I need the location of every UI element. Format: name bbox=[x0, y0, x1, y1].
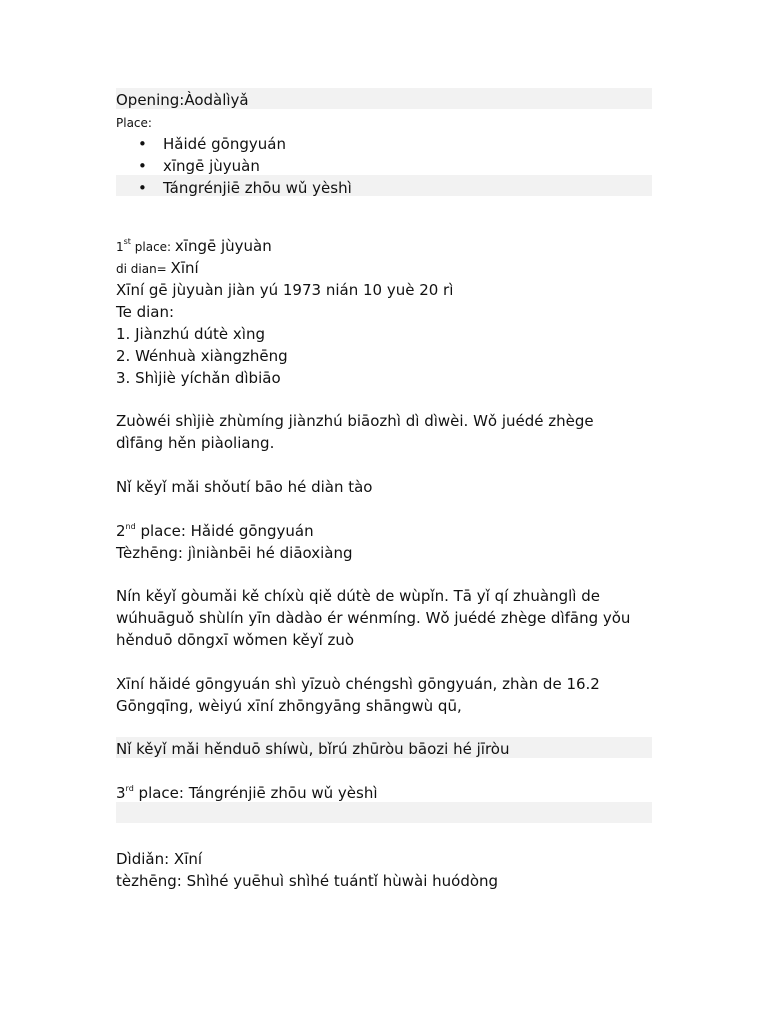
first-line-2: Te dian: bbox=[116, 303, 175, 321]
first-didian-value: Xīní bbox=[170, 259, 199, 277]
first-place-sup: st bbox=[123, 237, 131, 246]
first-didian-label: di dian= bbox=[116, 262, 171, 276]
second-tezheng: Tèzhēng: jìniànbēi hé diāoxiàng bbox=[116, 544, 353, 562]
first-line-4: 2. Wénhuà xiàngzhēng bbox=[116, 347, 288, 365]
third-tezheng: tèzhēng: Shìhé yuēhuì shìhé tuántǐ hùwài huódòng bbox=[116, 872, 499, 890]
second-para1-line1: Nín kěyǐ gòumǎi kě chíxù qiě dútè de wùpǐn. Tā yǐ qí zhuànglì de bbox=[116, 587, 600, 605]
place-item-1: Hǎidé gōngyuán bbox=[163, 135, 286, 153]
opening-value: Àodàlìyǎ bbox=[184, 91, 249, 109]
place-item-3: Tángrénjiē zhōu wǔ yèshì bbox=[163, 179, 352, 197]
second-para1-line3: hěnduō dōngxī wǒmen kěyǐ zuò bbox=[116, 631, 355, 649]
third-place-sup: rd bbox=[125, 784, 134, 793]
third-place-heading bbox=[116, 782, 378, 804]
place-label: Place: bbox=[116, 116, 152, 130]
first-place-heading bbox=[116, 235, 272, 258]
bullet-icon: • bbox=[138, 179, 147, 197]
second-place-num: 2 bbox=[116, 522, 126, 540]
place-item-2: xīngē jùyuàn bbox=[163, 157, 260, 175]
first-para1-line2: dìfāng hěn piàoliang. bbox=[116, 434, 275, 452]
second-place-sup: nd bbox=[125, 522, 136, 531]
second-place-heading bbox=[116, 520, 314, 542]
second-para2-line2: Gōngqīng, wèiyú xīní zhōngyāng shāngwù qū, bbox=[116, 697, 462, 715]
second-place-label: place: bbox=[135, 522, 191, 540]
opening-line bbox=[116, 89, 249, 111]
opening-label: Opening: bbox=[116, 91, 185, 109]
second-para2-line1: Xīní hǎidé gōngyuán shì yīzuò chéngshì gōngyuán, zhàn de 16.2 bbox=[116, 675, 600, 693]
first-place-num: 1 bbox=[116, 240, 124, 254]
third-place-num: 3 bbox=[116, 784, 126, 802]
third-place-name: Tángrénjiē zhōu wǔ yèshì bbox=[188, 784, 378, 802]
first-line-1: Xīní gē jùyuàn jiàn yú 1973 nián 10 yuè 20 rì bbox=[116, 281, 454, 299]
first-place-name: xīngē jùyuàn bbox=[174, 237, 272, 255]
second-para1-line2: wúhuāguǒ shùlín yīn dàdào ér wénmíng. Wǒ juédé zhège dìfāng yǒu bbox=[116, 609, 631, 627]
first-line-3: 1. Jiànzhú dútè xìng bbox=[116, 325, 266, 343]
first-para1-line1: Zuòwéi shìjiè zhùmíng jiànzhú biāozhì dì dìwèi. Wǒ juédé zhège bbox=[116, 412, 594, 430]
first-place-didian bbox=[116, 257, 199, 280]
bullet-icon: • bbox=[138, 135, 147, 153]
third-place-label: place: bbox=[133, 784, 189, 802]
first-para2: Nǐ kěyǐ mǎi shǒutí bāo hé diàn tào bbox=[116, 478, 373, 496]
third-didian: Dìdiǎn: Xīní bbox=[116, 850, 203, 868]
second-para3: Nǐ kěyǐ mǎi hěnduō shíwù, bǐrú zhūròu bāozi hé jīròu bbox=[116, 740, 510, 758]
first-place-label: place: bbox=[130, 240, 175, 254]
first-line-5: 3. Shìjiè yíchǎn dìbiāo bbox=[116, 369, 281, 387]
highlight-empty-line bbox=[116, 802, 652, 823]
second-place-name: Hǎidé gōngyuán bbox=[190, 522, 314, 540]
bullet-icon: • bbox=[138, 157, 147, 175]
